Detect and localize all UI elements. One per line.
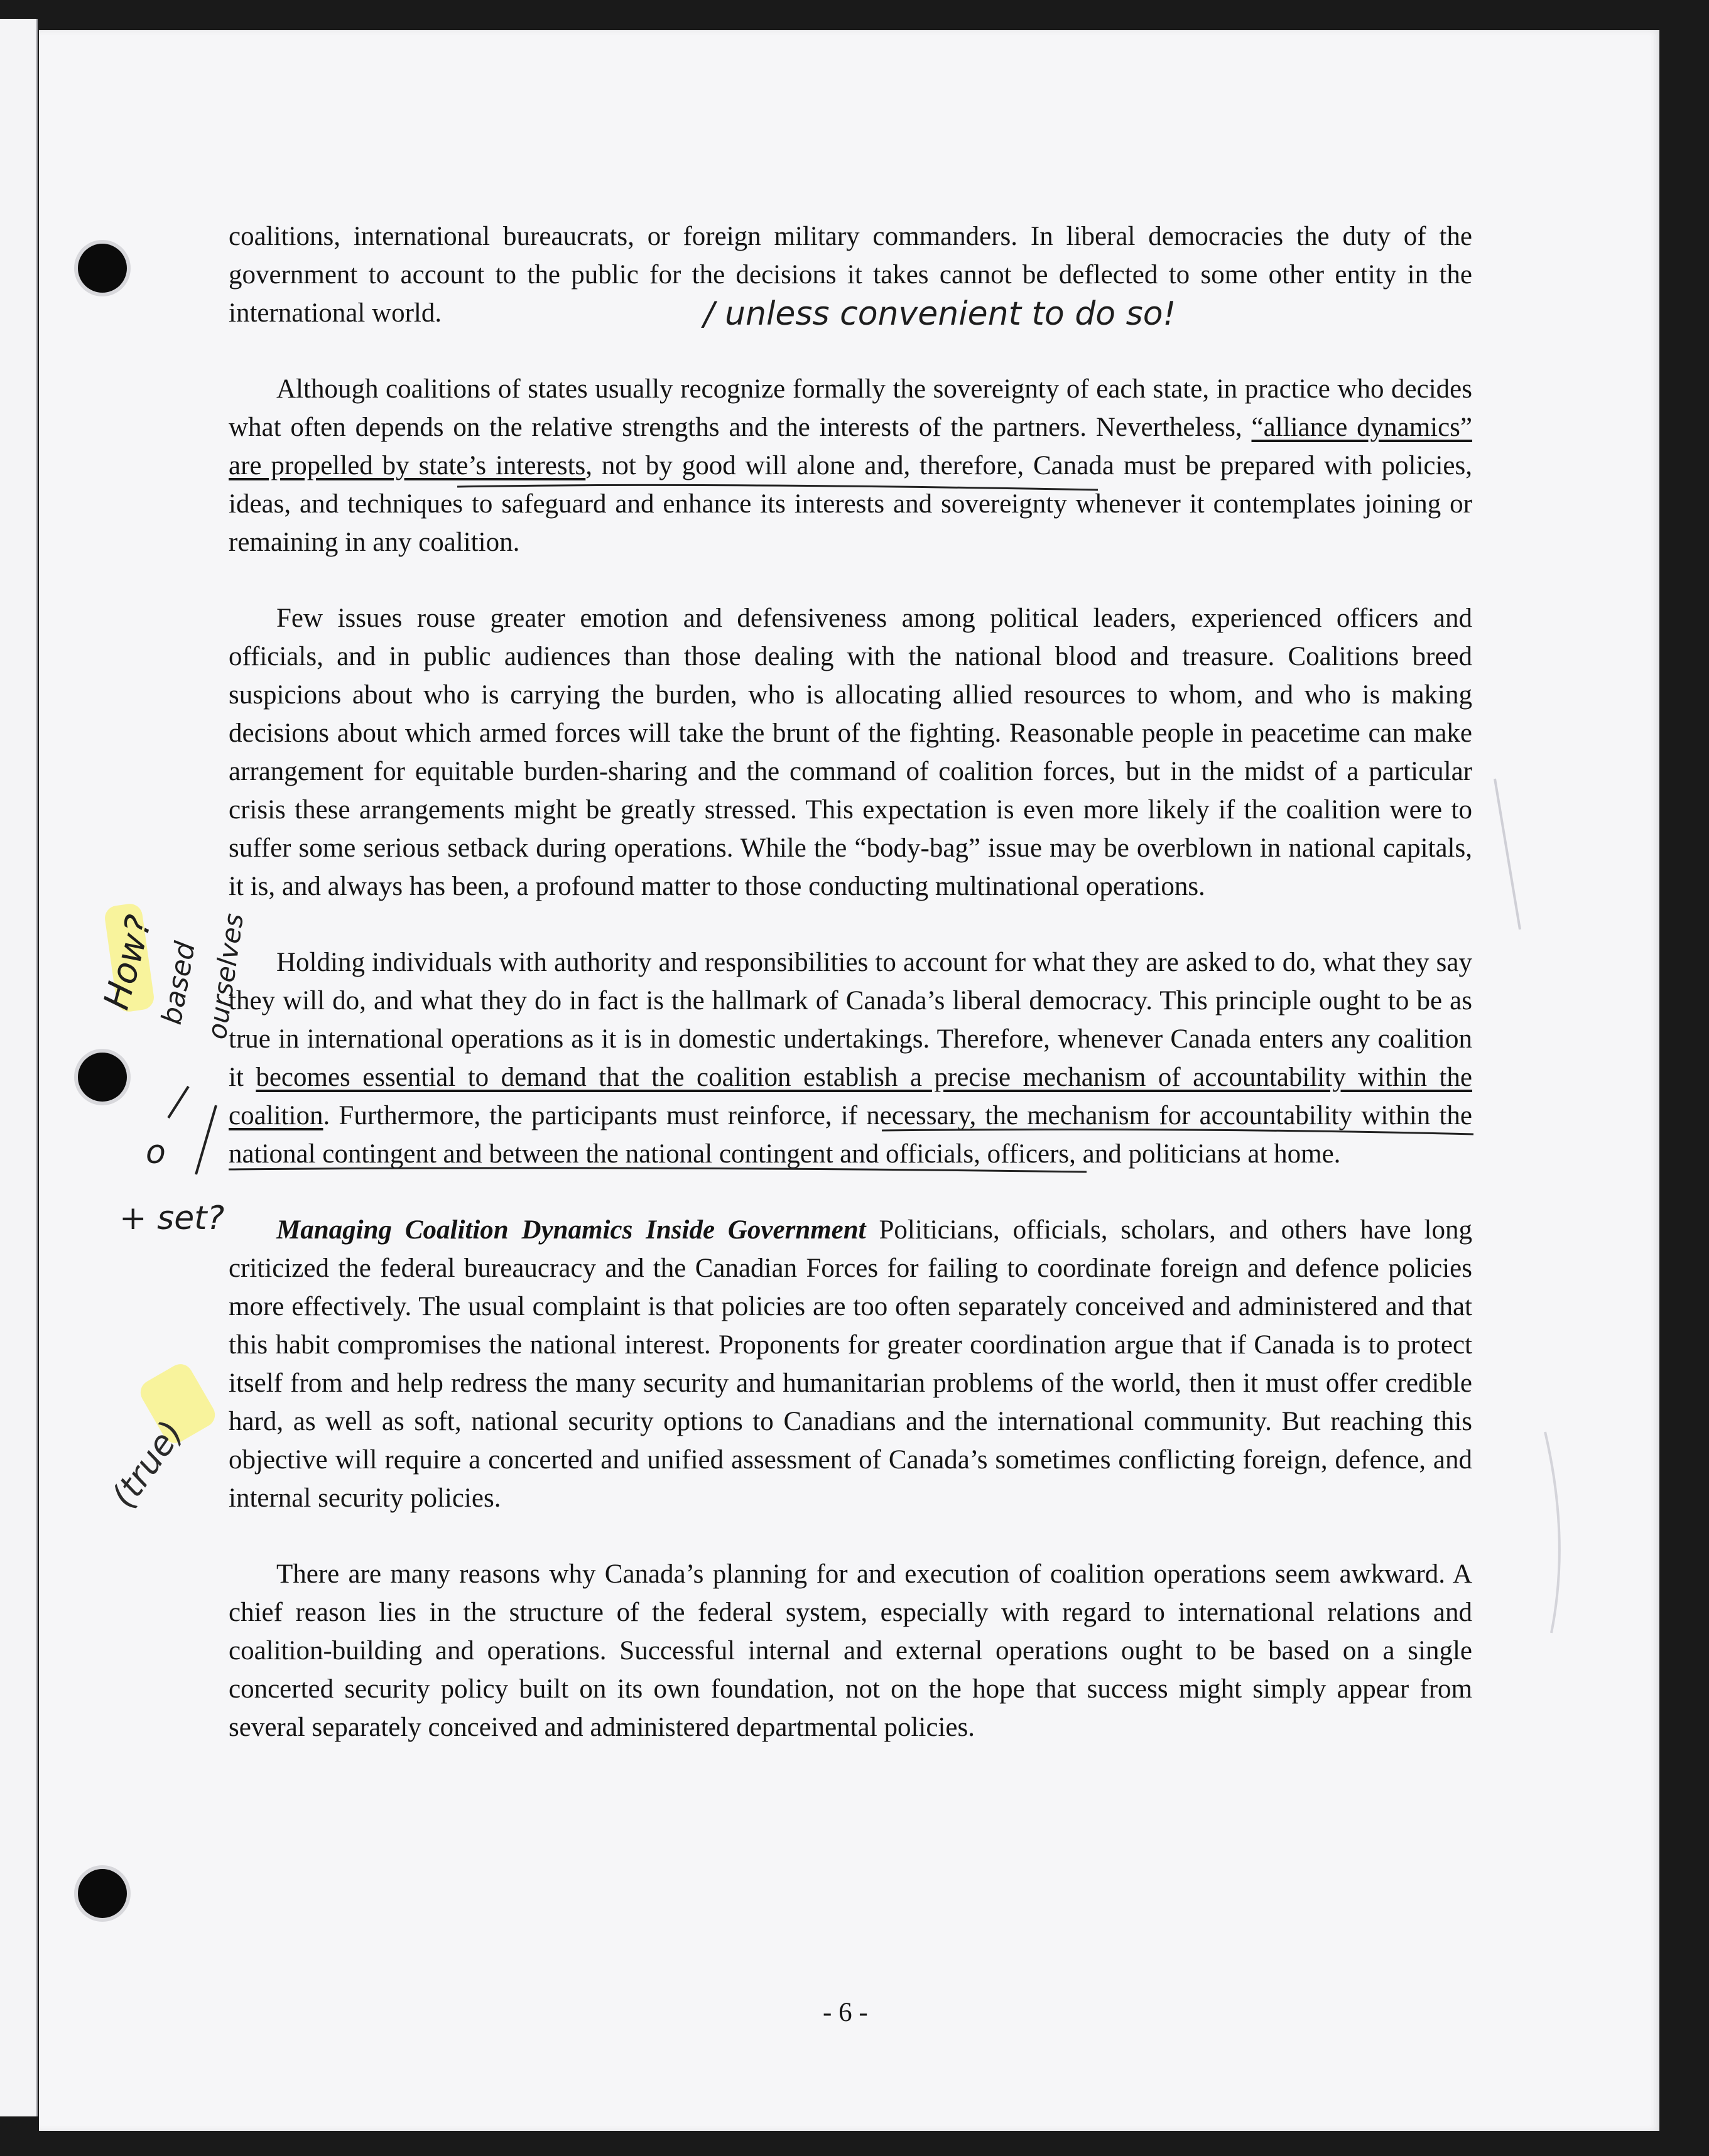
paragraph-6: There are many reasons why Canada’s planning for and execution of coalition operations seem awkward. A chief reason lies in the structure of the federal system, especially with regard to international relations and coalition-building and operations. Successful internal and external operations ought to be based on a single concerted security policy built on its own foundation, not on the hope that success might simply appear from several separately conceived and administered departmental policies.: [229, 1559, 1472, 1742]
underlined-accountability: becomes essential to demand that the coalition establish a precise mechanism of accountability within the coalition: [229, 1063, 1472, 1130]
hand-underline-accountability-1: [882, 1129, 1473, 1134]
underlined-alliance-dynamics: “alliance dynamics” are propelled by state’s interests: [229, 413, 1472, 480]
page-number: - 6 -: [823, 1998, 868, 2027]
margin-note-ourselves: ourselves: [201, 911, 250, 1041]
margin-slash-2: [196, 1105, 216, 1174]
bleed-through-stroke-2: [1545, 1432, 1560, 1633]
paragraph-1: coalitions, international bureaucrats, or foreign military commanders. In liberal democracies the duty of the government to account to the public for the decisions it takes cannot be deflected to some other entity in the international world.: [229, 222, 1472, 328]
margin-note-based: based: [155, 939, 202, 1027]
margin-note-o: o: [146, 1134, 166, 1171]
section-heading: Managing Coalition Dynamics Inside Government: [276, 1215, 866, 1245]
margin-note-how: How?: [95, 911, 161, 1014]
margin-note-true: (true): [103, 1413, 192, 1515]
paragraph-5: Managing Coalition Dynamics Inside Government Politicians, officials, scholars, and others have long criticized the federal bureaucracy and the Canadian Forces for failing to coordinate foreign and defence policies more effectively. The usual complaint is that policies are too often separately conceived and administered and that this habit compromises the national interest. Proponents for greater coordination argue that if Canada is to protect itself from and help redress the many security and humanitarian problems of the world, then it must offer credible hard, as well as soft, national security options to Canadians and the international community. But reaching this objective will require a concerted and unified assessment of Canada’s sometimes conflicting foreign, defence, and internal security policies.: [229, 1215, 1473, 1513]
margin-note-set: + set?: [119, 1200, 225, 1237]
paragraph-4: Holding individuals with authority and responsibilities to account for what they are asked to do, what they say they will do, and what they do in fact is the hallmark of Canada’s liberal democracy. This principle ought to be as true in international operations as it is in domestic undertakings. Therefore, whenever Canada enters any coalition it becomes essential to demand that the coalition establish a precise mechanism of accountability within the coalition. Furthermore, the participants must reinforce, if necessary, the mechanism for accountability within the national contingent and between the national contingent and officials, officers, and politicians at home.: [229, 948, 1472, 1169]
paragraph-3: Few issues rouse greater emotion and defensiveness among political leaders, experienced officers and officials, and in public audiences than those dealing with the national blood and treasure. Coalitions breed suspicions about who is carrying the burden, who is allocating allied resources to whom, and who is making decisions about which armed forces will take the brunt of the fighting. Reasonable people in peacetime can make arrangement for equitable burden-sharing and the command of coalition forces, but in the midst of a particular crisis these arrangements might be greatly stressed. This expectation is even more likely if the coalition were to suffer some serious setback during operations. While the “body-bag” issue may be overblown in national capitals, it is, and always has been, a profound matter to those conducting multinational operations.: [229, 604, 1472, 901]
inline-handwritten-note: / unless convenient to do so!: [703, 295, 1176, 333]
margin-slash-1: [168, 1086, 188, 1118]
hand-underline-accountability-2: [229, 1168, 1087, 1172]
paragraph-2: Although coalitions of states usually recognize formally the sovereignty of each state, in practice who decides what often depends on the relative strengths and the interests of the partners. Nevertheless, “alliance dynamics” are propelled by state’s interests, not by good will alone and, therefore, Canada must be prepared with policies, ideas, and techniques to safeguard and enhance its interests and sovereignty whenever it contemplates joining or remaining in any coalition.: [229, 374, 1472, 557]
hand-underline-alliance: [457, 485, 1098, 490]
bleed-through-stroke: [1495, 779, 1520, 929]
